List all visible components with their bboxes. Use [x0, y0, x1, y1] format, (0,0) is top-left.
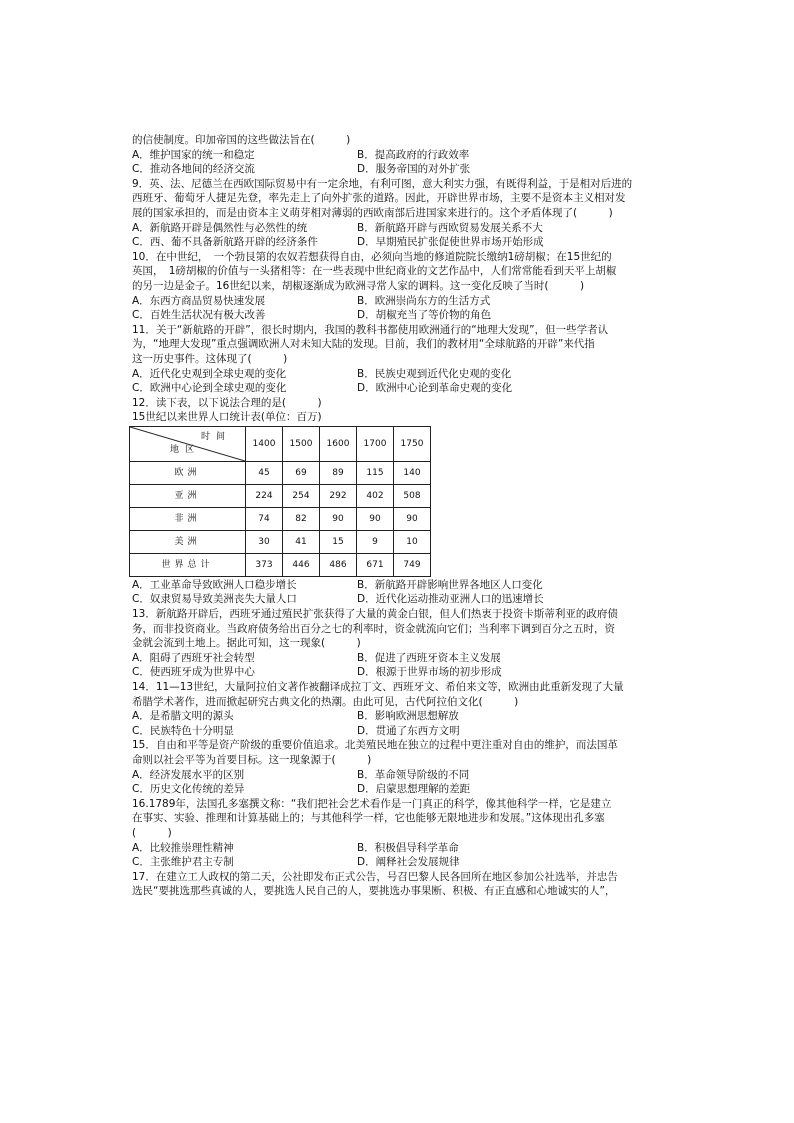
value-cell: 74: [246, 507, 283, 530]
value-cell: 140: [394, 461, 431, 484]
option-text: A．工业革命导致欧洲人口稳步增长: [132, 578, 297, 591]
region-cell: 欧洲: [130, 461, 246, 484]
table-row: [130, 530, 431, 553]
option-text: B．革命领导阶级的不同: [357, 768, 470, 781]
table-row: [130, 507, 431, 530]
table-header-row: [130, 426, 431, 461]
option-row: [132, 294, 662, 309]
option-row: [132, 381, 662, 396]
text-line: 西班牙、葡萄牙人捷足先登，率先走上了向外扩张的道路。因此，开辟世界市场，主要不是资本主义相对发: [132, 192, 626, 205]
option-text: C．历史文化传统的差异: [132, 783, 245, 796]
text-line: 金就会流到土地上。据此可知，这一现象( ): [132, 637, 361, 650]
value-cell: 486: [320, 553, 357, 576]
text-line: 这一历史事件。这体现了( ): [132, 352, 288, 365]
option-text: B．影响欧洲思想解放: [357, 710, 459, 723]
option-text: C．民族特色十分明显: [132, 724, 234, 737]
value-cell: 9: [357, 530, 394, 553]
value-cell: 15: [320, 530, 357, 553]
option-text: C．使西班牙成为世界中心: [132, 666, 255, 679]
option-text: D．胡椒充当了等价物的角色: [357, 309, 492, 322]
value-cell: 45: [246, 461, 283, 484]
text-line: 的信使制度。印加帝国的这些做法旨在( ): [132, 134, 351, 146]
value-cell: 373: [246, 553, 283, 576]
text-line: 12．读下表，以下说法合理的是( ): [132, 396, 322, 409]
value-cell: 90: [394, 507, 431, 530]
option-text: A．近代化史观到全球史观的变化: [132, 367, 287, 380]
option-text: A．比较推崇理性精神: [132, 841, 234, 854]
value-cell: 224: [246, 484, 283, 507]
value-cell: 749: [394, 553, 431, 576]
value-cell: 30: [246, 530, 283, 553]
table-row: [130, 484, 431, 507]
text-line: 的另一边是金子。16世纪以来，胡椒逐渐成为欧洲寻常人家的调料。这一变化反映了当时( ): [132, 279, 585, 292]
text-line: 13．新航路开辟后，西班牙通过殖民扩张获得了大量的黄金白银，但人们热衷于投资卡斯蒂利亚的政府债: [132, 608, 618, 621]
region-cell: 美洲: [130, 530, 246, 553]
value-cell: 90: [320, 507, 357, 530]
value-cell: 254: [283, 484, 320, 507]
option-text: A．是希腊文明的源头: [132, 710, 234, 723]
text-line: 14．11—13世纪，大量阿拉伯文著作被翻译成拉丁文、西班牙文、希伯来文等，欧洲由此重新发现了大量: [132, 681, 624, 694]
text-line: 在事实、实验、推理和计算基础上的；与其他科学一样，它也能够无限地进步和发展。”这体现出孔多塞: [132, 812, 605, 825]
table-caption: 15世纪以来世界人口统计表(单位：百万): [132, 411, 322, 424]
option-text: B．新航路开辟与西欧贸易发展关系不大: [357, 221, 543, 234]
option-row: [132, 841, 662, 856]
value-cell: 402: [357, 484, 394, 507]
option-row: [132, 855, 662, 870]
value-cell: 671: [357, 553, 394, 576]
text-line: 11．关于“新航路的开辟”，很长时期内，我国的教科书都使用欧洲通行的“地理大发现”，但一些学者认: [132, 323, 609, 336]
option-text: D．根源于世界市场的初步形成: [357, 666, 502, 679]
option-text: D．启蒙思想理解的差距: [357, 783, 471, 796]
text-line: 10．在中世纪， 一个勃艮第的农奴若想获得自由，必须向当地的修道院院长缴纳1磅胡椒；在15世纪的: [132, 250, 612, 263]
corner-diagonal: [130, 427, 245, 461]
option-row: [132, 235, 662, 250]
value-cell: 41: [283, 530, 320, 553]
text-line: 英国， 1磅胡椒的价值与一头猪相等：在一些表现中世纪商业的文艺作品中，人们常常能看到天平上胡椒: [132, 265, 617, 278]
corner-label-time: 时间: [200, 431, 231, 442]
option-text: A．阻碍了西班牙社会转型: [132, 651, 255, 664]
option-row: [132, 724, 662, 739]
value-cell: 69: [283, 461, 320, 484]
option-text: A．经济发展水平的区别: [132, 768, 245, 781]
year-header: 1600: [320, 426, 357, 461]
value-cell: 10: [394, 530, 431, 553]
text-line: 务，而非投资商业。当政府债务给出百分之七的利率时，资金就流向它们；当利率下调到百分之五时，资: [132, 622, 615, 635]
option-text: D．欧洲中心论到革命史观的变化: [357, 382, 513, 395]
value-cell: 446: [283, 553, 320, 576]
option-text: B．新航路开辟影响世界各地区人口变化: [357, 578, 543, 591]
text-line: 选民“要挑选那些真诚的人，要挑选人民自己的人，要挑选办事果断、积极、有正直感和心地诚实的人”，: [132, 885, 616, 898]
option-text: B．积极倡导科学革命: [357, 841, 459, 854]
option-row: [132, 782, 662, 797]
option-text: C．主张维护君主专制: [132, 856, 234, 869]
year-header: 1500: [283, 426, 320, 461]
table-corner-cell: [130, 426, 246, 461]
option-row: [132, 665, 662, 680]
value-cell: 82: [283, 507, 320, 530]
option-row: [132, 651, 662, 666]
corner-label-region: 地区: [170, 445, 201, 456]
text-line: 希腊学术著作，进而掀起研究古典文化的热潮。由此可见，古代阿拉伯文化( ): [132, 695, 519, 708]
value-cell: 508: [394, 484, 431, 507]
option-row: [132, 367, 662, 382]
option-text: A．东西方商品贸易快速发展: [132, 294, 266, 307]
option-text: C．百姓生活状况有极大改善: [132, 309, 266, 322]
option-text: C．西、葡不具备新航路开辟的经济条件: [132, 236, 318, 249]
option-row: [132, 148, 662, 163]
table-row: [130, 461, 431, 484]
option-text: C．奴隶贸易导致美洲丧失大量人口: [132, 593, 297, 606]
option-row: [132, 162, 662, 177]
option-text: D．近代化运动推动亚洲人口的迅速增长: [357, 593, 544, 606]
option-row: [132, 709, 662, 724]
option-text: A．新航路开辟是偶然性与必然性的统: [132, 221, 308, 234]
option-text: D．早期殖民扩张促使世界市场开始形成: [357, 236, 544, 249]
text-line: 16.1789年，法国孔多塞撰文称：“我们把社会艺术看作是一门真正的科学，像其他科学一样，它是建立: [132, 797, 612, 810]
region-cell: 世界总计: [130, 553, 246, 576]
year-header: 1750: [394, 426, 431, 461]
option-text: B．提高政府的行政效率: [357, 148, 470, 161]
text-line: 命则以社会平等为首要目标。这一现象源于( ): [132, 754, 372, 766]
table-row: [130, 553, 431, 576]
option-text: B．促进了西班牙资本主义发展: [357, 651, 501, 664]
region-cell: 亚洲: [130, 484, 246, 507]
region-cell: 非洲: [130, 507, 246, 530]
text-line: 展的国家承担的，而是由资本主义萌芽相对薄弱的西欧南部后进国家来进行的。这个矛盾体现了( ): [132, 206, 613, 219]
option-text: B．民族史观到近代化史观的变化: [357, 367, 512, 380]
value-cell: 89: [320, 461, 357, 484]
option-text: A．维护国家的统一和稳定: [132, 148, 255, 161]
option-text: B．欧洲崇尚东方的生活方式: [357, 294, 491, 307]
year-header: 1400: [246, 426, 283, 461]
text-line: 为，“地理大发现”重点强调欧洲人对未知大陆的发现。目前，我们的教材用“全球航路的开辟”来代指: [132, 338, 595, 351]
text-line: 15．自由和平等是资产阶级的重要价值追求。北美殖民地在独立的过程中更注重对自由的维护，而法国革: [132, 739, 618, 752]
option-row: [132, 768, 662, 783]
text-line: 9．英、法、尼德兰在西欧国际贸易中有一定余地，有利可图，意大利实力强，有既得利益，于是相对后进的: [132, 177, 633, 190]
option-text: C．推动各地间的经济交流: [132, 163, 255, 176]
option-text: D．贯通了东西方文明: [357, 724, 460, 737]
text-line: 17．在建立工人政权的第二天，公社即发布正式公告，号召巴黎人民各回所在地区参加公社选举，并忠告: [132, 870, 618, 883]
option-row: [132, 592, 662, 607]
value-cell: 90: [357, 507, 394, 530]
option-text: D．阐释社会发展规律: [357, 856, 460, 869]
exam-page: [132, 133, 662, 899]
option-row: [132, 221, 662, 236]
year-header: 1700: [357, 426, 394, 461]
population-table: [129, 426, 431, 577]
option-text: C．欧洲中心论到全球史观的变化: [132, 382, 287, 395]
option-row: [132, 308, 662, 323]
value-cell: 115: [357, 461, 394, 484]
text-line: ( ): [132, 826, 172, 839]
option-text: D．服务帝国的对外扩张: [357, 163, 471, 176]
value-cell: 292: [320, 484, 357, 507]
option-row: [132, 578, 662, 593]
